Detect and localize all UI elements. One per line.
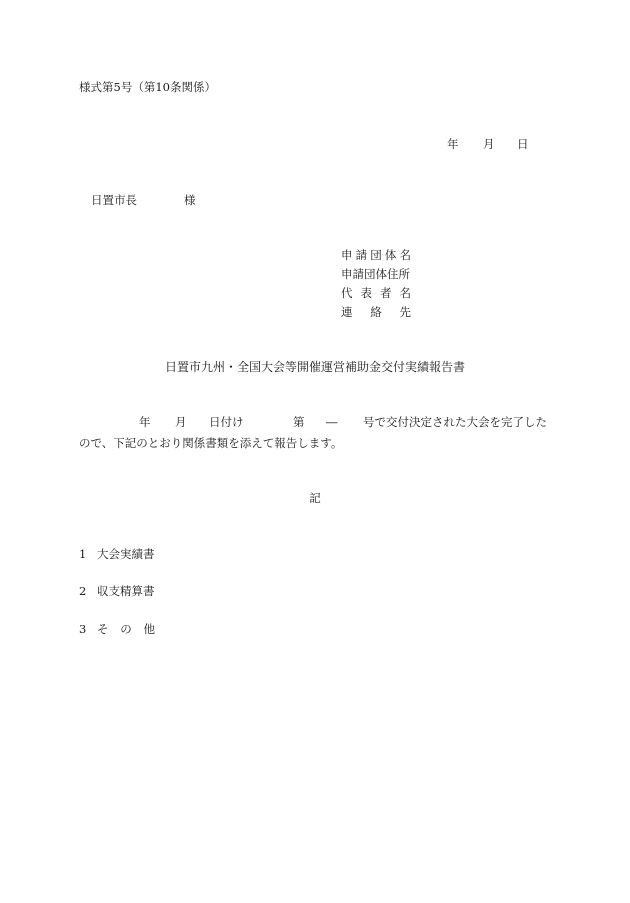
spread-char: 表 — [360, 286, 372, 300]
spread-char: 団 — [370, 248, 382, 262]
applicant-contact — [341, 305, 411, 324]
spread-char: 先 — [399, 305, 411, 319]
spread-char: の — [120, 622, 132, 636]
spread-char: 絡 — [370, 305, 382, 319]
applicant-block — [341, 248, 411, 324]
list-item — [79, 547, 155, 561]
spread-char: 請 — [355, 248, 368, 262]
body-line-1-tail: 号で交付決定された大会を完了した — [363, 415, 547, 429]
body-date-ref: 日付け — [209, 415, 244, 429]
addressee-honorific: 様 — [184, 193, 196, 207]
spread-char: 代 — [341, 286, 353, 300]
list-item-number: 3 — [79, 622, 87, 636]
list-item-label-spaced — [97, 622, 155, 636]
spread-char: 連 — [341, 305, 353, 319]
ki-heading: 記 — [309, 491, 321, 505]
date-month: 月 — [483, 137, 495, 151]
spread-char: 名 — [399, 286, 411, 300]
spread-char: 他 — [143, 622, 155, 636]
body-line-1 — [0, 415, 630, 429]
applicant-representative — [341, 286, 411, 305]
spread-char: 申 — [341, 248, 353, 262]
document-title: 日置市九州・全国大会等開催運営補助金交付実績報告書 — [164, 360, 465, 374]
body-month: 月 — [175, 415, 187, 429]
list-item-number: 1 — [79, 547, 87, 561]
spread-char: 体 — [384, 248, 397, 262]
body-number-prefix: 第 — [293, 415, 305, 429]
body-line-2: ので、下記のとおり関係書類を添えて報告します。 — [79, 436, 343, 450]
spread-char: 名 — [399, 248, 411, 262]
applicant-org-name — [341, 248, 411, 267]
date-day: 日 — [517, 137, 529, 151]
list-item — [79, 622, 155, 636]
body-dash: ― — [326, 415, 338, 429]
form-number: 様式第5号（第10条関係） — [79, 80, 216, 94]
spread-char: 者 — [380, 286, 392, 300]
list-item-label: 大会実績書 — [97, 547, 155, 561]
list-item-number: 2 — [79, 584, 87, 598]
list-item — [79, 584, 155, 598]
list-item-label: 収支精算書 — [97, 584, 155, 598]
spread-char: そ — [97, 622, 109, 636]
applicant-org-address: 申請団体住所 — [341, 267, 410, 281]
addressee-name: 日置市長 — [91, 193, 137, 207]
date-year: 年 — [447, 137, 459, 151]
body-year: 年 — [139, 415, 151, 429]
date-line — [0, 137, 630, 151]
